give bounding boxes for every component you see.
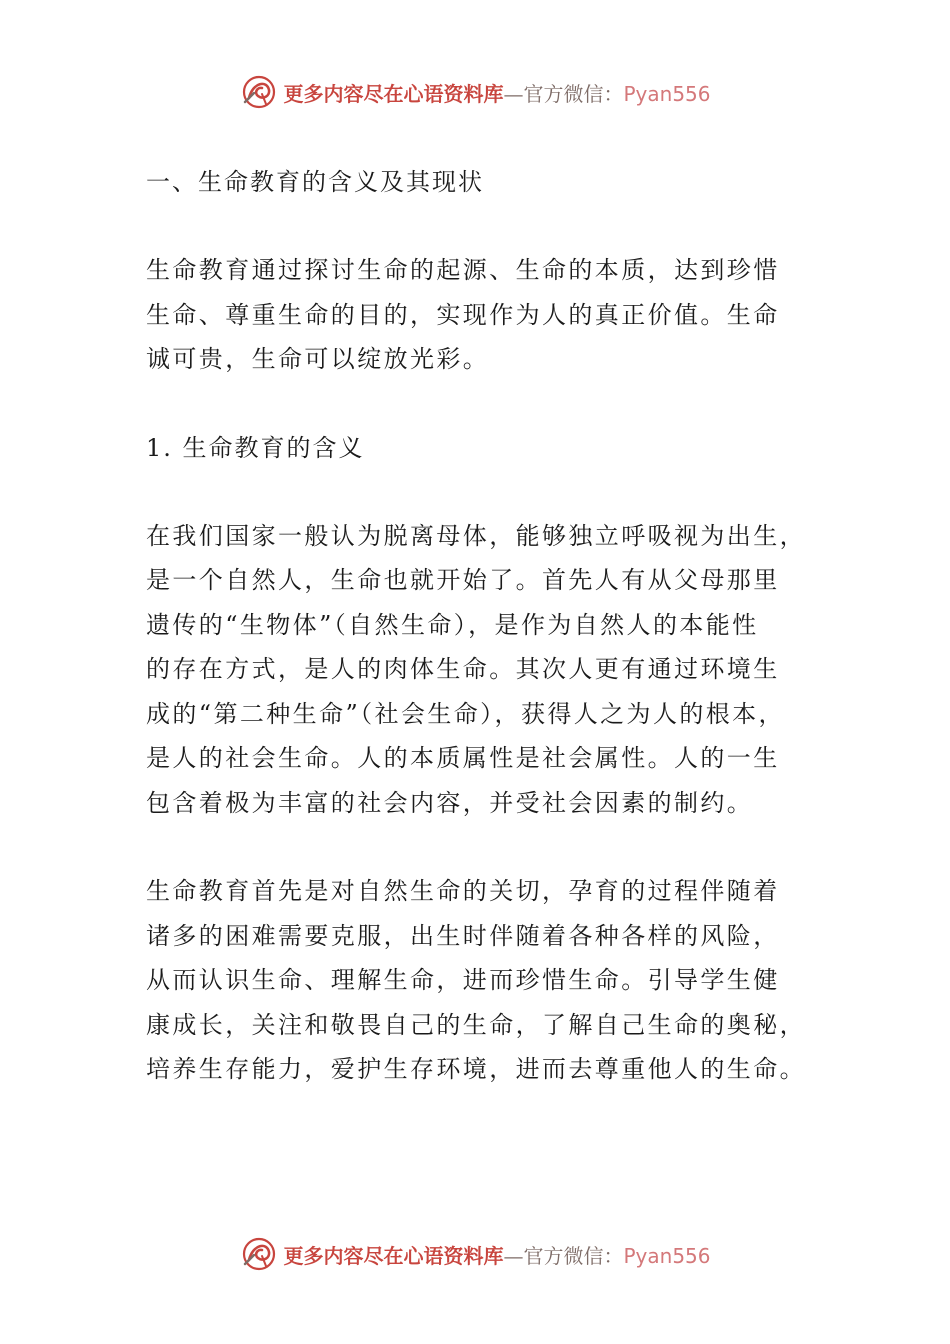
swirl-seal-icon	[239, 1234, 279, 1274]
paragraph-2	[146, 514, 812, 826]
paragraph-line: 生命教育通过探讨生命的起源、生命的本质，达到珍惜	[146, 256, 780, 284]
paragraph-line: 诸多的困难需要克服，出生时伴随着各种各样的风险，	[146, 921, 780, 950]
paragraph-line: 包含着极为丰富的社会内容，并受社会因素的制约。	[146, 788, 754, 817]
paragraph-line: 培养生存能力，爱护生存环境，进而去尊重他人的生命。	[146, 1055, 806, 1083]
watermark-text: 更多内容尽在心语资料库—官方微信：Pyan556	[283, 81, 711, 106]
watermark-text: 更多内容尽在心语资料库—官方微信：Pyan556	[283, 1243, 711, 1268]
subheading: 1. 生命教育的含义	[146, 433, 365, 462]
section-heading: 一、生命教育的含义及其现状	[146, 168, 484, 196]
paragraph-line: 遗传的“生物体”（自然生命），是作为自然人的本能性	[146, 610, 759, 639]
paragraph-line: 生命教育首先是对自然生命的关切，孕育的过程伴随着	[146, 877, 780, 905]
paragraph-1	[146, 248, 812, 382]
document-body	[146, 160, 812, 1092]
swirl-seal-icon	[239, 72, 279, 112]
paragraph-line: 在我们国家一般认为脱离母体，能够独立呼吸视为出生，	[146, 521, 806, 550]
footer-watermark	[0, 1232, 950, 1276]
paragraph-line: 成的“第二种生命”（社会生命），获得人之为人的根本，	[146, 699, 785, 728]
paragraph-line: 的存在方式，是人的肉体生命。其次人更有通过环境生	[146, 655, 780, 683]
paragraph-line: 是人的社会生命。人的本质属性是社会属性。人的一生	[146, 744, 780, 772]
paragraph-line: 生命、尊重生命的目的，实现作为人的真正价值。生命	[146, 300, 780, 329]
paragraph-line: 康成长，关注和敬畏自己的生命，了解自己生命的奥秘，	[146, 1010, 806, 1039]
paragraph-line: 是一个自然人，生命也就开始了。首先人有从父母那里	[146, 566, 780, 594]
paragraph-line: 从而认识生命、理解生命，进而珍惜生命。引导学生健	[146, 966, 780, 994]
header-watermark	[0, 70, 950, 114]
paragraph-line: 诚可贵，生命可以绽放光彩。	[146, 345, 490, 373]
paragraph-3	[146, 869, 812, 1092]
